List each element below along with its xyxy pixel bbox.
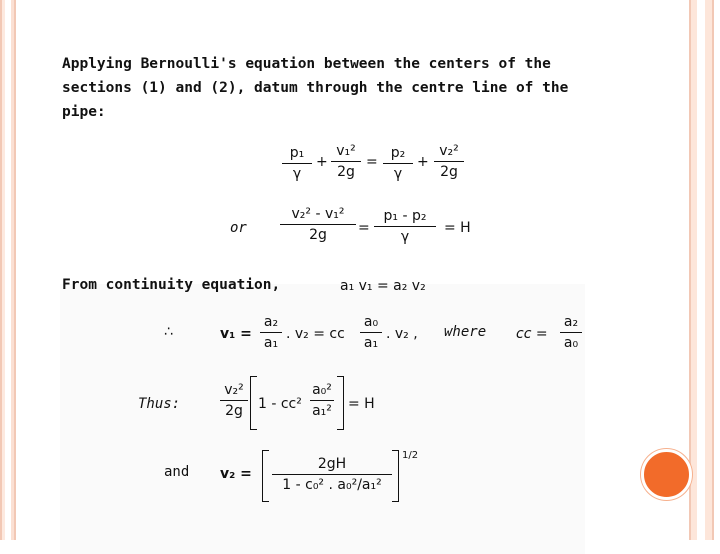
one-minus-cc: 1 - cc² bbox=[258, 396, 302, 412]
where-label: where bbox=[444, 324, 487, 340]
a1-denominator-2: a₁ bbox=[363, 335, 379, 351]
therefore-symbol: ∴ bbox=[164, 324, 173, 340]
p2-term: p₂ bbox=[390, 145, 406, 161]
v2-squared-term: v₂² bbox=[439, 143, 459, 159]
two-g-term: 2g bbox=[337, 164, 355, 180]
left-decor-band bbox=[0, 0, 16, 540]
head-h: = H bbox=[444, 220, 471, 236]
cc-definition: cc = bbox=[516, 326, 548, 342]
a0-numerator: a₀ bbox=[363, 314, 379, 330]
a2-numerator-2: a₂ bbox=[563, 314, 579, 330]
a2-numerator: a₂ bbox=[263, 314, 279, 330]
gamma-term: γ bbox=[292, 166, 302, 182]
a0-squared: a₀² bbox=[312, 382, 332, 398]
intro-line-3: pipe: bbox=[62, 104, 106, 120]
pressure-difference: p₁ - p₂ bbox=[383, 208, 427, 224]
a0-denominator: a₀ bbox=[563, 335, 579, 351]
two-g-den: 2g bbox=[225, 403, 243, 419]
or-label: or bbox=[230, 220, 247, 236]
slide-content bbox=[60, 50, 680, 510]
equals-sign-3: = bbox=[358, 220, 370, 236]
intro-line-1: Applying Bernoulli's equation between the centers of the bbox=[62, 56, 551, 72]
equals-sign: = bbox=[366, 154, 378, 170]
left-bracket-2 bbox=[262, 450, 269, 502]
two-g-term-2: 2g bbox=[440, 164, 458, 180]
right-decor-band bbox=[689, 0, 714, 540]
plus-sign-2: + bbox=[417, 154, 429, 170]
a1-denominator: a₁ bbox=[263, 335, 279, 351]
a1-squared: a₁² bbox=[312, 403, 332, 419]
half-power: 1/2 bbox=[402, 450, 419, 461]
right-bracket bbox=[337, 376, 344, 430]
v2-lhs: v₂ = bbox=[220, 466, 252, 482]
v1-lhs: v₁ = bbox=[220, 326, 252, 342]
velocity-difference: v₂² - v₁² bbox=[291, 206, 345, 222]
velocity-denominator: 1 - c₀² . a₀²/a₁² bbox=[282, 477, 382, 493]
thus-label: Thus: bbox=[138, 396, 181, 412]
gamma-term-2: γ bbox=[393, 166, 403, 182]
two-g-h-numerator: 2gH bbox=[317, 456, 347, 472]
right-bracket-2 bbox=[392, 450, 399, 502]
intro-line-2: sections (1) and (2), datum through the centre line of the bbox=[62, 80, 569, 96]
gamma-denominator: γ bbox=[400, 229, 410, 245]
continuity-label: From continuity equation, bbox=[62, 277, 281, 293]
cc-expression: . v₂ = cc bbox=[286, 326, 345, 342]
continuity-equation: a₁ v₁ = a₂ v₂ bbox=[340, 278, 426, 294]
and-label: and bbox=[164, 464, 190, 480]
two-g-denominator: 2g bbox=[309, 227, 327, 243]
v1-squared-term: v₁² bbox=[336, 143, 356, 159]
derivation-panel bbox=[60, 284, 585, 554]
v2-squared-num: v₂² bbox=[224, 382, 244, 398]
plus-sign: + bbox=[316, 154, 328, 170]
left-bracket bbox=[250, 376, 257, 430]
v2-tail: . v₂ , bbox=[386, 326, 418, 342]
p1-term: p₁ bbox=[289, 145, 305, 161]
equals-h: = H bbox=[348, 396, 375, 412]
